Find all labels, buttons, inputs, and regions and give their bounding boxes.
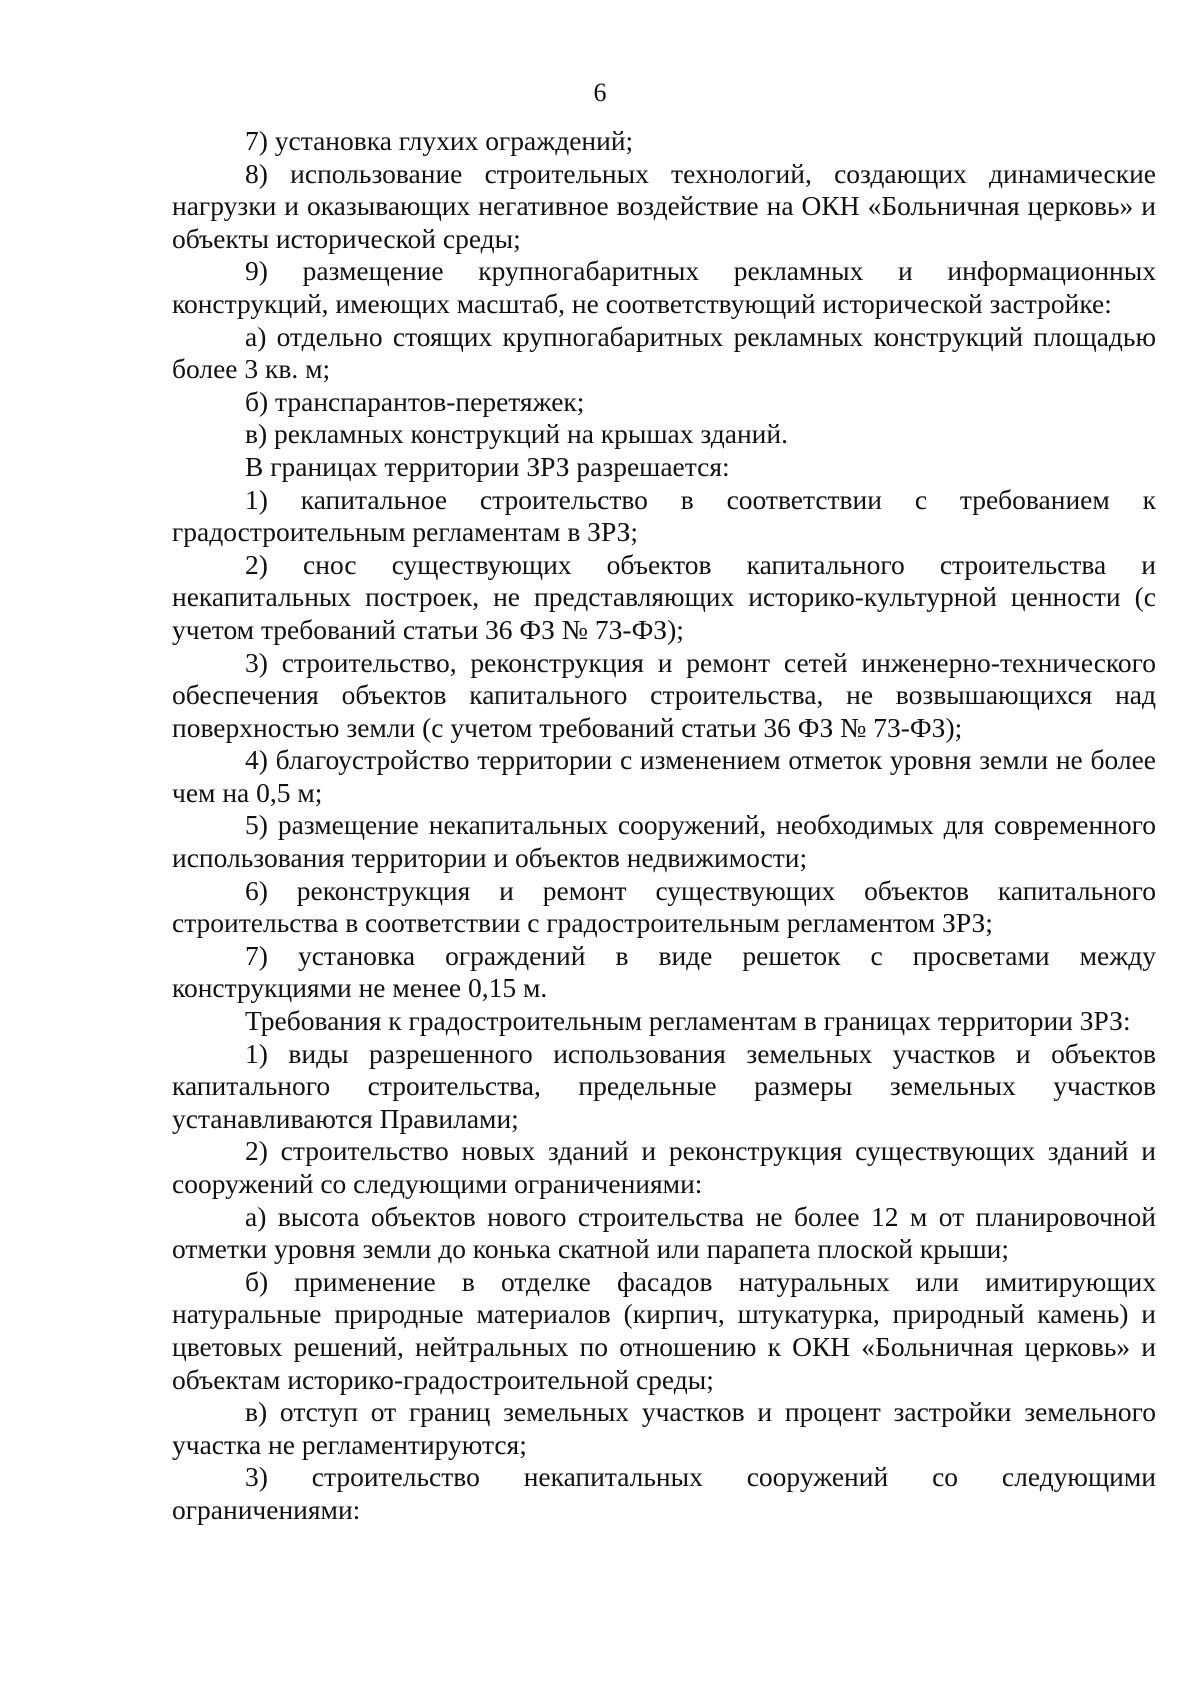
permitted-item-3: 3) строительство, реконструкция и ремонт сетей инженерно-технического обеспечения объектов капитального строительства, не возвышающихся над поверхностью земли (с учетом требований статьи 36 ФЗ № 73-ФЗ);	[172, 646, 1156, 743]
section-heading-permitted: В границах территории ЗРЗ разрешается:	[245, 450, 730, 482]
requirement-item-1: 1) виды разрешенного использования земельных участков и объектов капитального строительства, предельные размеры земельных участков устанавливаются Правилами;	[172, 1037, 1156, 1134]
paragraph-subitem-v-roof-ads: в) рекламных конструкций на крышах зданий.	[245, 418, 788, 450]
permitted-item-4: 4) благоустройство территории с изменением отметок уровня земли не более чем на 0,5 м;	[172, 744, 1156, 808]
paragraph-item-9-advertising-structures: 9) размещение крупногабаритных рекламных и информационных конструкций, имеющих масштаб, не соответствующий исторической застройке:	[172, 255, 1156, 319]
requirement-subitem-v: в) отступ от границ земельных участков и процент застройки земельного участка не регламентируются;	[172, 1396, 1156, 1460]
paragraph-subitem-b-banners: б) транспарантов-перетяжек;	[245, 385, 585, 417]
page-number: 6	[593, 78, 607, 107]
paragraph-item-8-construction-technologies: 8) использование строительных технологий, создающих динамические нагрузки и оказывающих негативное воздействие на ОКН «Больничная церковь» и объекты исторической среды;	[172, 157, 1156, 254]
requirement-subitem-b: б) применение в отделке фасадов натуральных или имитирующих натуральные природные материалов (кирпич, штукатурка, природный камень) и цветовых решений, нейтральных по отношению к ОКН «Больничная церковь» и объектам историко-градостроительной среды;	[172, 1265, 1156, 1395]
permitted-item-5: 5) размещение некапитальных сооружений, необходимых для современного использования территории и объектов недвижимости;	[172, 809, 1156, 874]
paragraph-item-7-blind-fences: 7) установка глухих ограждений;	[245, 125, 634, 156]
requirement-subitem-a: а) высота объектов нового строительства не более 12 м от планировочной отметки уровня земли до конька скатной или парапета плоской крыши;	[172, 1200, 1156, 1265]
permitted-item-1: 1) капитальное строительство в соответствии с требованием к градостроительным регламентам в ЗРЗ;	[172, 483, 1156, 548]
section-heading-requirements: Требования к градостроительным регламентам в границах территории ЗРЗ:	[245, 1005, 1131, 1037]
document-body	[172, 125, 1156, 1527]
requirement-item-3: 3) строительство некапитальных сооружений со следующими ограничениями:	[172, 1461, 1156, 1525]
paragraph-subitem-a-freestanding: а) отдельно стоящих крупногабаритных рекламных конструкций площадью более 3 кв. м;	[172, 320, 1156, 385]
requirement-item-2: 2) строительство новых зданий и реконструкция существующих зданий и сооружений со следующими ограничениями:	[172, 1135, 1156, 1199]
permitted-item-6: 6) реконструкция и ремонт существующих объектов капитального строительства в соответствии с градостроительным регламентом ЗРЗ;	[172, 874, 1156, 939]
permitted-item-2: 2) снос существующих объектов капитального строительства и некапитальных построек, не представляющих историко-культурной ценности (с учетом требований статьи 36 ФЗ № 73-ФЗ);	[172, 548, 1156, 645]
permitted-item-7: 7) установка ограждений в виде решеток с просветами между конструкциями не менее 0,15 м.	[172, 939, 1156, 1004]
